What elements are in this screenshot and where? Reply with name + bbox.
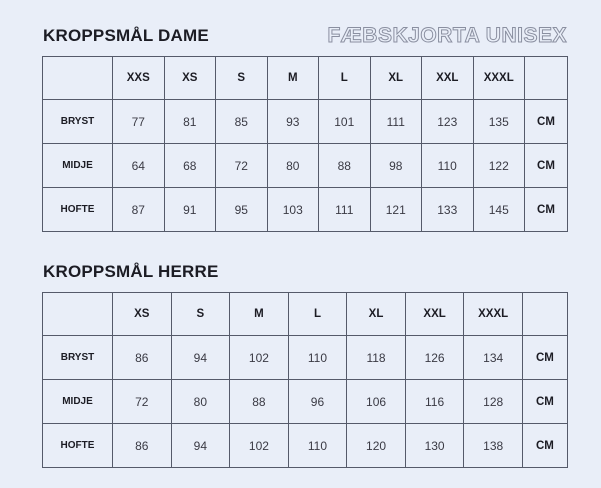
measure-value: 145 — [473, 188, 525, 232]
measure-value: 81 — [164, 100, 216, 144]
measure-value: 102 — [230, 336, 289, 380]
measure-value: 86 — [113, 424, 172, 468]
measure-label: BRYST — [43, 336, 113, 380]
measure-value: 138 — [464, 424, 523, 468]
measure-value: 87 — [113, 188, 165, 232]
size-header: M — [230, 293, 289, 336]
measure-label: HOFTE — [43, 188, 113, 232]
unit-label: CM — [522, 380, 567, 424]
measure-value: 111 — [370, 100, 422, 144]
measure-label: HOFTE — [43, 424, 113, 468]
measure-value: 110 — [288, 336, 347, 380]
table-row — [43, 188, 568, 232]
measure-value: 98 — [370, 144, 422, 188]
unit-label: CM — [522, 336, 567, 380]
size-header: XXXL — [473, 57, 525, 100]
measure-value: 64 — [113, 144, 165, 188]
measure-value: 126 — [405, 336, 464, 380]
unit-label: CM — [522, 424, 567, 468]
measure-value: 86 — [113, 336, 172, 380]
size-header: S — [216, 57, 268, 100]
measure-value: 88 — [319, 144, 371, 188]
measure-value: 93 — [267, 100, 319, 144]
unit-label: CM — [525, 100, 568, 144]
size-header: XXL — [405, 293, 464, 336]
measure-value: 85 — [216, 100, 268, 144]
corner-cell — [43, 57, 113, 100]
table-row — [43, 144, 568, 188]
measure-value: 122 — [473, 144, 525, 188]
table-row — [43, 424, 568, 468]
measure-value: 110 — [422, 144, 474, 188]
measure-value: 88 — [230, 380, 289, 424]
size-header: S — [171, 293, 230, 336]
herre-size-table — [42, 292, 568, 468]
size-header: L — [288, 293, 347, 336]
measure-value: 120 — [347, 424, 406, 468]
measure-value: 91 — [164, 188, 216, 232]
measure-value: 106 — [347, 380, 406, 424]
measure-value: 123 — [422, 100, 474, 144]
measure-value: 68 — [164, 144, 216, 188]
size-header: M — [267, 57, 319, 100]
size-header: L — [319, 57, 371, 100]
measure-value: 103 — [267, 188, 319, 232]
size-header: XS — [164, 57, 216, 100]
size-header: XXL — [422, 57, 474, 100]
measure-value: 121 — [370, 188, 422, 232]
measure-value: 130 — [405, 424, 464, 468]
measure-value: 118 — [347, 336, 406, 380]
measure-value: 102 — [230, 424, 289, 468]
size-header: XL — [370, 57, 422, 100]
brand-title: FÆBSKJORTA UNISEX — [327, 24, 567, 47]
measure-value: 128 — [464, 380, 523, 424]
measure-value: 80 — [267, 144, 319, 188]
measure-value: 101 — [319, 100, 371, 144]
table-row — [43, 336, 568, 380]
corner-cell — [43, 293, 113, 336]
dame-table-title: KROPPSMÅL DAME — [43, 26, 209, 45]
unit-label: CM — [525, 144, 568, 188]
size-header: XXXL — [464, 293, 523, 336]
measure-value: 77 — [113, 100, 165, 144]
measure-value: 135 — [473, 100, 525, 144]
measure-value: 72 — [113, 380, 172, 424]
measure-value: 94 — [171, 336, 230, 380]
measure-value: 95 — [216, 188, 268, 232]
size-header: XXS — [113, 57, 165, 100]
measure-value: 96 — [288, 380, 347, 424]
herre-table-title: KROPPSMÅL HERRE — [43, 262, 219, 281]
measure-value: 116 — [405, 380, 464, 424]
unit-header-empty — [522, 293, 567, 336]
measure-value: 111 — [319, 188, 371, 232]
header-row — [43, 293, 568, 336]
dame-size-table — [42, 56, 568, 232]
measure-value: 134 — [464, 336, 523, 380]
unit-label: CM — [525, 188, 568, 232]
measure-value: 80 — [171, 380, 230, 424]
measure-label: MIDJE — [43, 380, 113, 424]
size-header: XS — [113, 293, 172, 336]
measure-value: 133 — [422, 188, 474, 232]
measure-value: 94 — [171, 424, 230, 468]
size-header: XL — [347, 293, 406, 336]
measure-value: 110 — [288, 424, 347, 468]
unit-header-empty — [525, 57, 568, 100]
measure-label: BRYST — [43, 100, 113, 144]
header-row — [43, 57, 568, 100]
measure-value: 72 — [216, 144, 268, 188]
table-row — [43, 380, 568, 424]
table-row — [43, 100, 568, 144]
measure-label: MIDJE — [43, 144, 113, 188]
